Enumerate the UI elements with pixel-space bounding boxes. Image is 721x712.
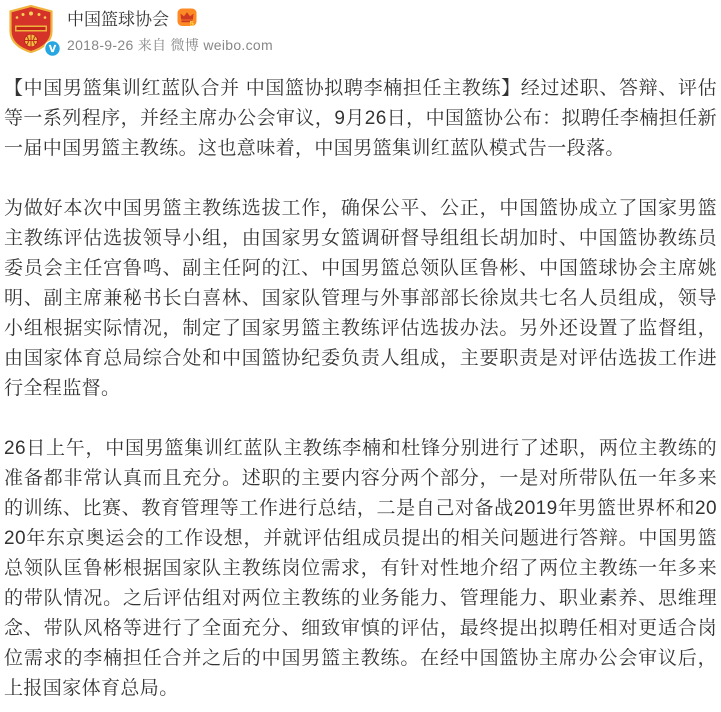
post-body	[4, 74, 717, 704]
source-prefix-label: 来自	[137, 37, 167, 53]
post-header-info	[67, 5, 273, 55]
post-source-link[interactable]: 微博 weibo.com	[170, 37, 273, 53]
avatar[interactable]	[8, 5, 54, 53]
post-paragraph: 【中国男篮集训红蓝队合并 中国篮协拟聘李楠担任主教练】经过述职、答辩、评估等一系列程序，并经主席办公会审议，9月26日，中国篮协公布：拟聘任李楠担任新一届中国男篮主教练。这也意味着，中国男篮集训红蓝队模式告一段落。	[4, 78, 717, 159]
vip-level-number: 5	[189, 19, 194, 27]
post-header	[4, 5, 717, 55]
post-paragraph: 26日上午，中国男篮集训红蓝队主教练李楠和杜锋分别进行了述职，两位主教练的准备都非常认真而且充分。述职的主要内容分两个部分，一是对所带队伍一年多来的训练、比赛、教育管理等工作进行总结，二是自己对备战2019年男篮世界杯和2020年东京奥运会的工作设想，并就评估组成员提出的相关问题进行答辩。中国男篮总领队匡鲁彬根据国家队主教练岗位需求，有针对性地介绍了两位主教练一年多来的带队情况。之后评估组对两位主教练的业务能力、管理能力、职业素养、思维理念、带队风格等进行了全面充分、细致审慎的评估，最终提出拟聘任相对更适合岗位需求的李楠担任合并之后的中国男篮主教练。在经中国篮协主席办公会审议后，上报国家体育总局。	[4, 438, 717, 699]
username-link[interactable]: 中国篮球协会	[67, 9, 169, 29]
verified-badge-icon	[44, 40, 61, 57]
vip-crown-icon[interactable]	[177, 7, 197, 27]
post-timestamp[interactable]: 2018-9-26	[67, 37, 134, 53]
post-meta-row	[67, 35, 273, 55]
post-paragraph: 为做好本次中国男篮主教练选拔工作，确保公平、公正，中国篮协成立了国家男篮主教练评估选拔领导小组，由国家男女篮调研督导组组长胡加时、中国篮协教练员委员会主任宫鲁鸣、副主任阿的江、中国男篮总领队匡鲁彬、中国篮球协会主席姚明、副主席兼秘书长白喜林、国家队管理与外事部部长徐岚共七名人员组成，领导小组根据实际情况，制定了国家男篮主教练评估选拔办法。另外还设置了监督组，由国家体育总局综合处和中国篮协纪委负责人组成，主要职责是对评估选拔工作进行全程监督。	[4, 198, 717, 399]
author-name-row	[67, 6, 273, 28]
